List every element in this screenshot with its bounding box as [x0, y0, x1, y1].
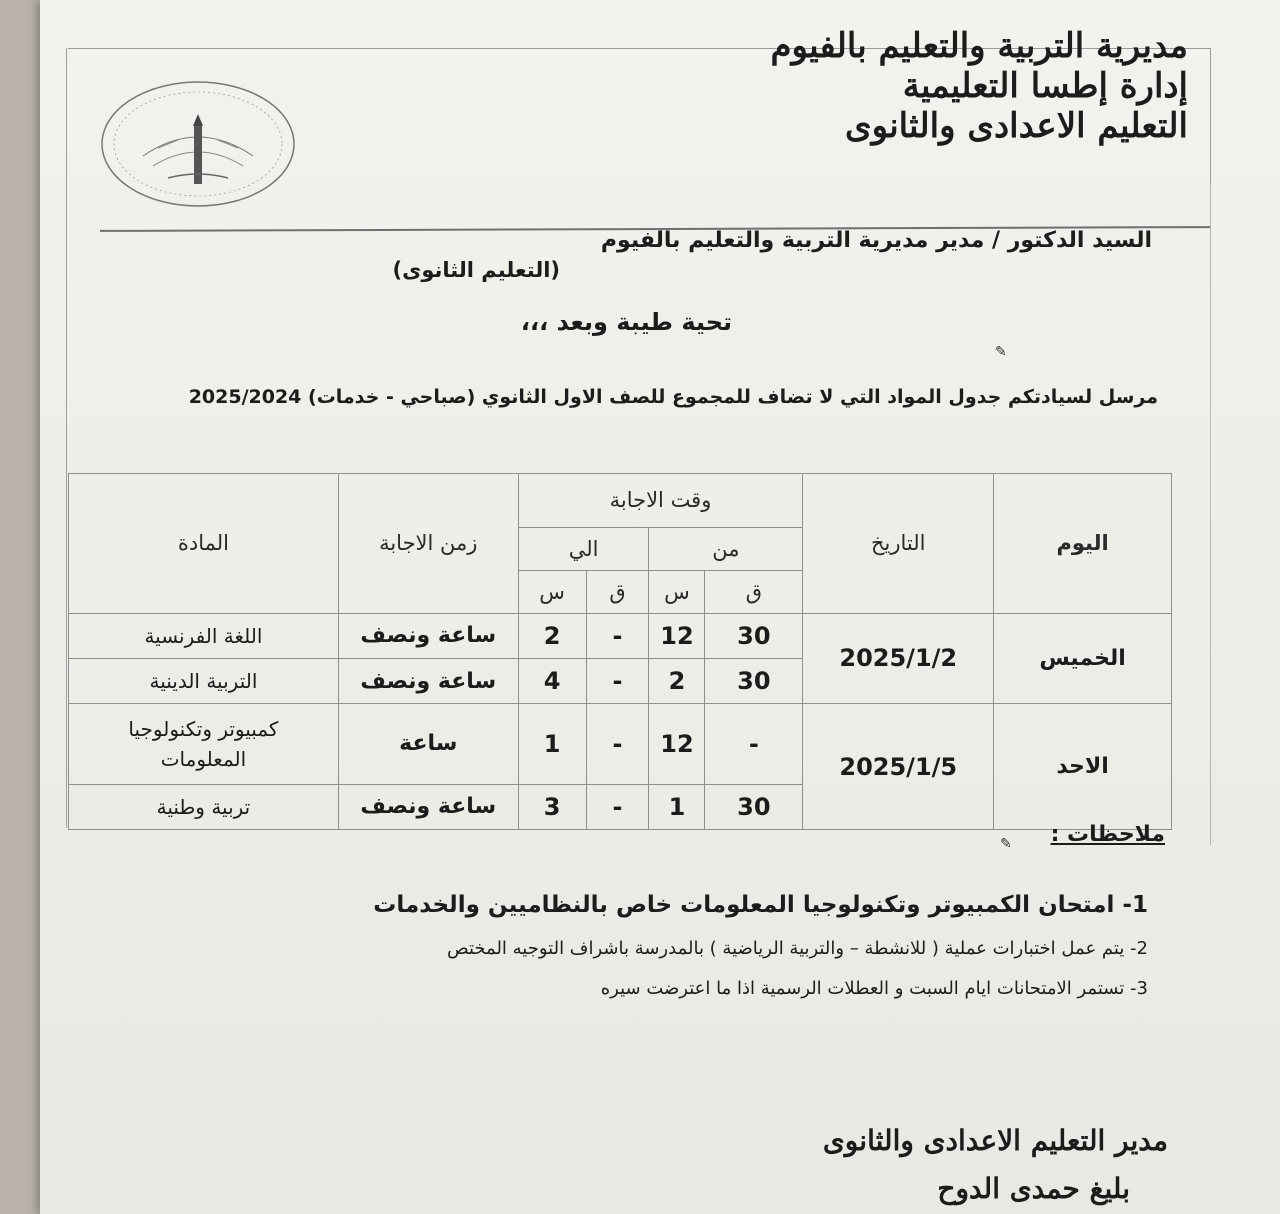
header-day: اليوم	[994, 474, 1172, 614]
signature-name: بليغ حمدى الدوح	[937, 1172, 1130, 1205]
greeting: تحية طيبة وبعد ،،،	[520, 308, 732, 336]
addressee: السيد الدكتور / مدير مديرية التربية والتعليم بالفيوم	[600, 228, 1152, 253]
to-hour-cell: 1	[518, 704, 586, 785]
from-minute-cell: 30	[705, 613, 803, 658]
from-minute-cell: 30	[705, 784, 803, 829]
subject-cell: كمبيوتر وتكنولوجيا المعلومات	[69, 704, 339, 785]
pen-mark: ✎	[1000, 836, 1012, 852]
subject-cell: تربية وطنية	[69, 784, 339, 829]
frame-right-line	[1210, 185, 1211, 845]
day-cell: الاحد	[994, 704, 1172, 830]
subject-cell: التربية الدينية	[69, 658, 339, 703]
letterhead-department: التعليم الاعدادى والثانوى	[845, 106, 1188, 146]
note-item: 1- امتحان الكمبيوتر وتكنولوجيا المعلومات خاص بالنظاميين والخدمات	[373, 892, 1148, 918]
header-from-hour: س	[649, 570, 705, 613]
from-minute-cell: 30	[705, 658, 803, 703]
letterhead-directorate: مديرية التربية والتعليم بالفيوم	[770, 26, 1188, 66]
header-from-minute: ق	[705, 570, 803, 613]
header-duration: زمن الاجابة	[338, 474, 518, 614]
to-minute-cell: -	[586, 704, 649, 785]
exam-schedule-table	[68, 473, 1172, 830]
table-row	[69, 613, 1172, 658]
directorate-seal-logo	[98, 78, 298, 210]
to-minute-cell: -	[586, 658, 649, 703]
date-cell: 2025/1/2	[803, 613, 994, 703]
duration-cell: ساعة ونصف	[338, 784, 518, 829]
to-minute-cell: -	[586, 613, 649, 658]
header-to: الي	[518, 527, 649, 570]
letterhead-administration: إدارة إطسا التعليمية	[902, 66, 1188, 106]
pen-mark: ✎	[995, 344, 1007, 360]
duration-cell: ساعة ونصف	[338, 658, 518, 703]
to-hour-cell: 4	[518, 658, 586, 703]
note-item: 3- تستمر الامتحانات ايام السبت و العطلات الرسمية اذا ما اعترضت سيره	[600, 978, 1148, 999]
letterhead	[628, 26, 1188, 146]
from-hour-cell: 1	[649, 784, 705, 829]
addressee-department: (التعليم الثانوى)	[392, 258, 560, 282]
table-row	[69, 704, 1172, 785]
header-subject: المادة	[69, 474, 339, 614]
from-hour-cell: 12	[649, 613, 705, 658]
to-hour-cell: 3	[518, 784, 586, 829]
header-to-hour: س	[518, 570, 586, 613]
duration-cell: ساعة	[338, 704, 518, 785]
header-from: من	[649, 527, 803, 570]
note-item: 2- يتم عمل اختبارات عملية ( للانشطة – والتربية الرياضية ) بالمدرسة باشراف التوجيه المختص	[446, 938, 1148, 959]
header-date: التاريخ	[803, 474, 994, 614]
from-minute-cell: -	[705, 704, 803, 785]
subject-cell: اللغة الفرنسية	[69, 613, 339, 658]
to-minute-cell: -	[586, 784, 649, 829]
duration-cell: ساعة ونصف	[338, 613, 518, 658]
frame-left-line	[66, 48, 67, 828]
signature-title: مدير التعليم الاعدادى والثانوى	[822, 1124, 1168, 1157]
to-hour-cell: 2	[518, 613, 586, 658]
day-cell: الخميس	[994, 613, 1172, 703]
from-hour-cell: 12	[649, 704, 705, 785]
from-hour-cell: 2	[649, 658, 705, 703]
header-to-minute: ق	[586, 570, 649, 613]
notes-title: ملاحظات :	[1050, 822, 1165, 847]
header-answer-time: وقت الاجابة	[518, 474, 803, 528]
date-cell: 2025/1/5	[803, 704, 994, 830]
intro-paragraph: مرسل لسيادتكم جدول المواد التي لا تضاف للمجموع للصف الاول الثانوي (صباحي - خدمات) 2025/2024	[188, 386, 1158, 408]
